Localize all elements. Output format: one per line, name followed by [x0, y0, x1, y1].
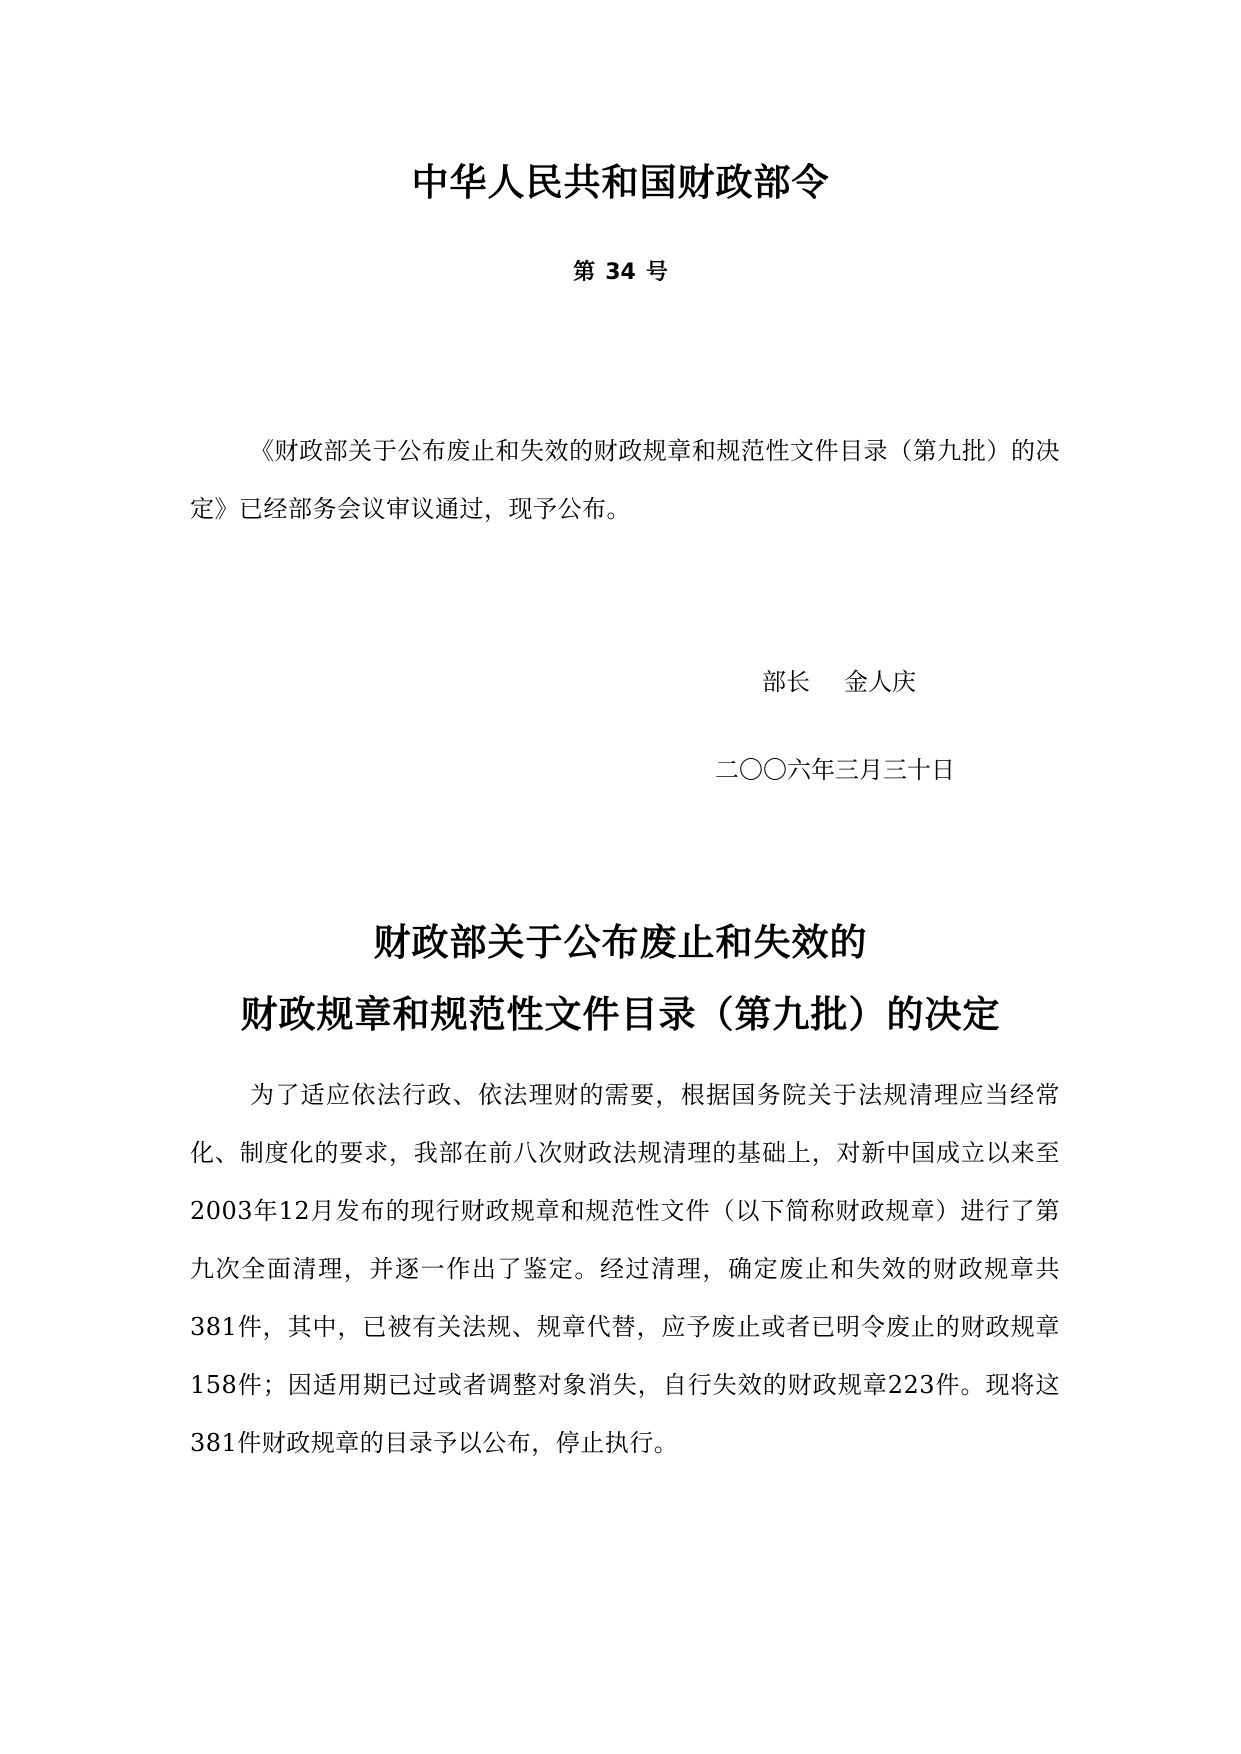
signer-title: 部长 [762, 668, 810, 696]
order-title: 中华人民共和国财政部令 [411, 161, 830, 204]
order-number-line [0, 258, 1241, 288]
decision-title-line-2: 财政规章和规范性文件目录（第九批）的决定 [240, 993, 1001, 1036]
decision-title-line-1: 财政部关于公布废止和失效的 [373, 921, 868, 964]
order-number: 34 [605, 260, 636, 285]
intro-paragraph: 《财政部关于公布废止和失效的财政规章和规范性文件目录（第九批）的决定》已经部务会议审议通过，现予公布。 [190, 437, 1060, 523]
order-suffix: 号 [645, 260, 668, 285]
signer-line [762, 664, 916, 700]
issue-date: 二〇〇六年三月三十日 [715, 756, 955, 784]
order-prefix: 第 [573, 260, 596, 285]
signer-name: 金人庆 [844, 668, 916, 696]
decision-body-paragraph: 为了适应依法行政、依法理财的需要，根据国务院关于法规清理应当经常化、制度化的要求，我部在前八次财政法规清理的基础上，对新中国成立以来至2003年12月发布的现行财政规章和规范性文件（以下简称财政规章）进行了第九次全面清理，并逐一作出了鉴定。经过清理，确定废止和失效的财政规章共381件，其中，已被有关法规、规章代替，应予废止或者已明令废止的财政规章158件；因适用期已过或者调整对象消失，自行失效的财政规章223件。现将这381件财政规章的目录予以公布，停止执行。 [190, 1081, 1060, 1457]
